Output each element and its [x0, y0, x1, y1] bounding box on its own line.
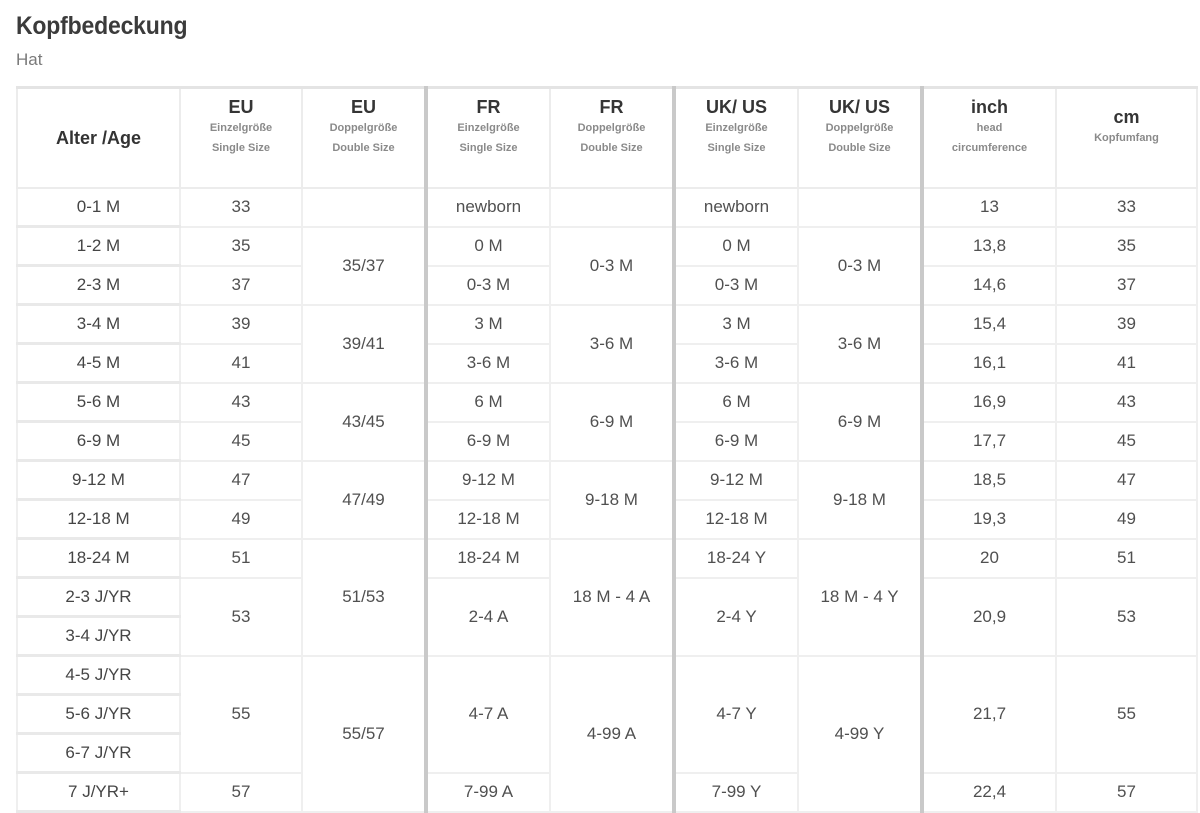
size-table [16, 86, 1198, 813]
header-fr-double [550, 88, 674, 189]
fr-single-cell: 3-6 M [426, 344, 550, 383]
page-title: Kopfbedeckung [16, 12, 188, 40]
fr-single-cell: 7-99 A [426, 773, 550, 812]
eu-single-cell: 43 [180, 383, 302, 422]
inch-cell: 14,6 [922, 266, 1056, 305]
inch-cell: 13 [922, 188, 1056, 227]
inch-cell: 20,9 [922, 578, 1056, 656]
uk-single-cell: 3-6 M [674, 344, 798, 383]
table-row [17, 188, 1197, 227]
eu-single-cell: 51 [180, 539, 302, 578]
uk-double-cell: 9-18 M [798, 461, 922, 539]
cm-cell: 51 [1056, 539, 1197, 578]
inch-cell: 17,7 [922, 422, 1056, 461]
cm-cell: 41 [1056, 344, 1197, 383]
fr-single-cell: 6 M [426, 383, 550, 422]
age-cell: 4-5 J/YR [17, 656, 180, 695]
uk-double-cell: 3-6 M [798, 305, 922, 383]
inch-cell: 22,4 [922, 773, 1056, 812]
eu-single-cell: 49 [180, 500, 302, 539]
age-cell: 3-4 J/YR [17, 617, 180, 656]
uk-double-cell: 0-3 M [798, 227, 922, 305]
uk-double-cell [798, 188, 922, 227]
cm-cell: 43 [1056, 383, 1197, 422]
inch-cell: 13,8 [922, 227, 1056, 266]
header-eu-single [180, 88, 302, 189]
eu-double-cell: 55/57 [302, 656, 426, 812]
fr-single-cell: 0-3 M [426, 266, 550, 305]
uk-single-cell: 4-7 Y [674, 656, 798, 773]
inch-cell: 18,5 [922, 461, 1056, 500]
age-cell: 6-7 J/YR [17, 734, 180, 773]
eu-single-cell: 45 [180, 422, 302, 461]
eu-double-cell: 39/41 [302, 305, 426, 383]
header-inch-sub2: circumference [951, 142, 1028, 154]
inch-cell: 20 [922, 539, 1056, 578]
cm-cell: 45 [1056, 422, 1197, 461]
header-uk-single-sub1: Einzelgröße [705, 122, 768, 134]
cm-cell: 57 [1056, 773, 1197, 812]
uk-single-cell: 9-12 M [674, 461, 798, 500]
header-cm-title: cm [1113, 107, 1140, 127]
header-fr-single-sub1: Einzelgröße [457, 122, 520, 134]
cm-cell: 35 [1056, 227, 1197, 266]
header-age: Alter /Age [17, 88, 180, 189]
header-eu-single-sub1: Einzelgröße [209, 122, 273, 134]
header-uk-single-sub2: Single Size [707, 142, 766, 154]
uk-single-cell: 18-24 Y [674, 539, 798, 578]
table-row [17, 305, 1197, 344]
header-fr-double-sub1: Doppelgröße [577, 122, 646, 134]
header-uk-double-sub1: Doppelgröße [825, 122, 894, 134]
eu-single-cell: 53 [180, 578, 302, 656]
uk-single-cell: 3 M [674, 305, 798, 344]
uk-single-cell: 6-9 M [674, 422, 798, 461]
age-cell: 18-24 M [17, 539, 180, 578]
header-cm-sub1: Kopfumfang [1094, 132, 1159, 144]
fr-single-cell: 18-24 M [426, 539, 550, 578]
uk-double-cell: 6-9 M [798, 383, 922, 461]
header-eu-double [302, 88, 426, 189]
header-uk-double-title: UK/ US [828, 97, 890, 117]
header-uk-single-title: UK/ US [705, 97, 767, 117]
fr-single-cell: 12-18 M [426, 500, 550, 539]
fr-single-cell: 9-12 M [426, 461, 550, 500]
table-row [17, 461, 1197, 500]
table-row [17, 227, 1197, 266]
fr-single-cell: 4-7 A [426, 656, 550, 773]
header-eu-double-title: EU [350, 97, 376, 117]
age-cell: 2-3 M [17, 266, 180, 305]
header-fr-double-sub2: Double Size [580, 142, 643, 154]
fr-double-cell: 3-6 M [550, 305, 674, 383]
fr-double-cell: 0-3 M [550, 227, 674, 305]
header-inch [922, 88, 1056, 189]
page-subtitle: Hat [16, 50, 43, 69]
age-cell: 0-1 M [17, 188, 180, 227]
fr-double-cell: 9-18 M [550, 461, 674, 539]
fr-single-cell: 6-9 M [426, 422, 550, 461]
age-cell: 7 J/YR+ [17, 773, 180, 812]
header-cm [1056, 88, 1197, 189]
header-eu-double-sub2: Double Size [332, 142, 395, 154]
header-uk-double [798, 88, 922, 189]
header-fr-double-title: FR [599, 97, 624, 117]
fr-double-cell [550, 188, 674, 227]
inch-cell: 15,4 [922, 305, 1056, 344]
uk-single-cell: 0-3 M [674, 266, 798, 305]
uk-single-cell: 6 M [674, 383, 798, 422]
eu-double-cell: 47/49 [302, 461, 426, 539]
header-inch-sub1: head [976, 122, 1003, 134]
age-cell: 6-9 M [17, 422, 180, 461]
inch-cell: 16,1 [922, 344, 1056, 383]
age-cell: 1-2 M [17, 227, 180, 266]
uk-single-cell: 0 M [674, 227, 798, 266]
eu-single-cell: 39 [180, 305, 302, 344]
cm-cell: 33 [1056, 188, 1197, 227]
header-inch-title: inch [970, 97, 1008, 117]
age-cell: 9-12 M [17, 461, 180, 500]
eu-single-cell: 41 [180, 344, 302, 383]
uk-single-cell: 7-99 Y [674, 773, 798, 812]
age-cell: 2-3 J/YR [17, 578, 180, 617]
eu-single-cell: 57 [180, 773, 302, 812]
inch-cell: 19,3 [922, 500, 1056, 539]
eu-double-cell: 35/37 [302, 227, 426, 305]
fr-double-cell: 4-99 A [550, 656, 674, 812]
table-row [17, 383, 1197, 422]
cm-cell: 47 [1056, 461, 1197, 500]
cm-cell: 37 [1056, 266, 1197, 305]
fr-single-cell: 2-4 A [426, 578, 550, 656]
age-cell: 3-4 M [17, 305, 180, 344]
cm-cell: 49 [1056, 500, 1197, 539]
fr-single-cell: 3 M [426, 305, 550, 344]
header-uk-single [674, 88, 798, 189]
header-eu-double-sub1: Doppelgröße [329, 122, 398, 134]
eu-single-cell: 37 [180, 266, 302, 305]
age-cell: 12-18 M [17, 500, 180, 539]
header-fr-single-sub2: Single Size [459, 142, 518, 154]
header-eu-single-title: EU [228, 97, 254, 117]
fr-single-cell: newborn [426, 188, 550, 227]
table-row [17, 656, 1197, 695]
header-row [17, 88, 1197, 189]
eu-single-cell: 33 [180, 188, 302, 227]
header-fr-single-title: FR [476, 97, 501, 117]
uk-single-cell: 2-4 Y [674, 578, 798, 656]
header-uk-double-sub2: Double Size [828, 142, 891, 154]
eu-single-cell: 55 [180, 656, 302, 773]
age-cell: 5-6 M [17, 383, 180, 422]
eu-single-cell: 47 [180, 461, 302, 500]
header-eu-single-sub2: Single Size [211, 142, 271, 154]
cm-cell: 55 [1056, 656, 1197, 773]
uk-single-cell: 12-18 M [674, 500, 798, 539]
uk-single-cell: newborn [674, 188, 798, 227]
cm-cell: 39 [1056, 305, 1197, 344]
uk-double-cell: 18 M - 4 Y [798, 539, 922, 656]
fr-single-cell: 0 M [426, 227, 550, 266]
fr-double-cell: 18 M - 4 A [550, 539, 674, 656]
eu-single-cell: 35 [180, 227, 302, 266]
table-row [17, 539, 1197, 578]
age-cell: 5-6 J/YR [17, 695, 180, 734]
age-cell: 4-5 M [17, 344, 180, 383]
uk-double-cell: 4-99 Y [798, 656, 922, 812]
eu-double-cell: 43/45 [302, 383, 426, 461]
inch-cell: 21,7 [922, 656, 1056, 773]
inch-cell: 16,9 [922, 383, 1056, 422]
header-fr-single [426, 88, 550, 189]
cm-cell: 53 [1056, 578, 1197, 656]
fr-double-cell: 6-9 M [550, 383, 674, 461]
eu-double-cell [302, 188, 426, 227]
eu-double-cell: 51/53 [302, 539, 426, 656]
